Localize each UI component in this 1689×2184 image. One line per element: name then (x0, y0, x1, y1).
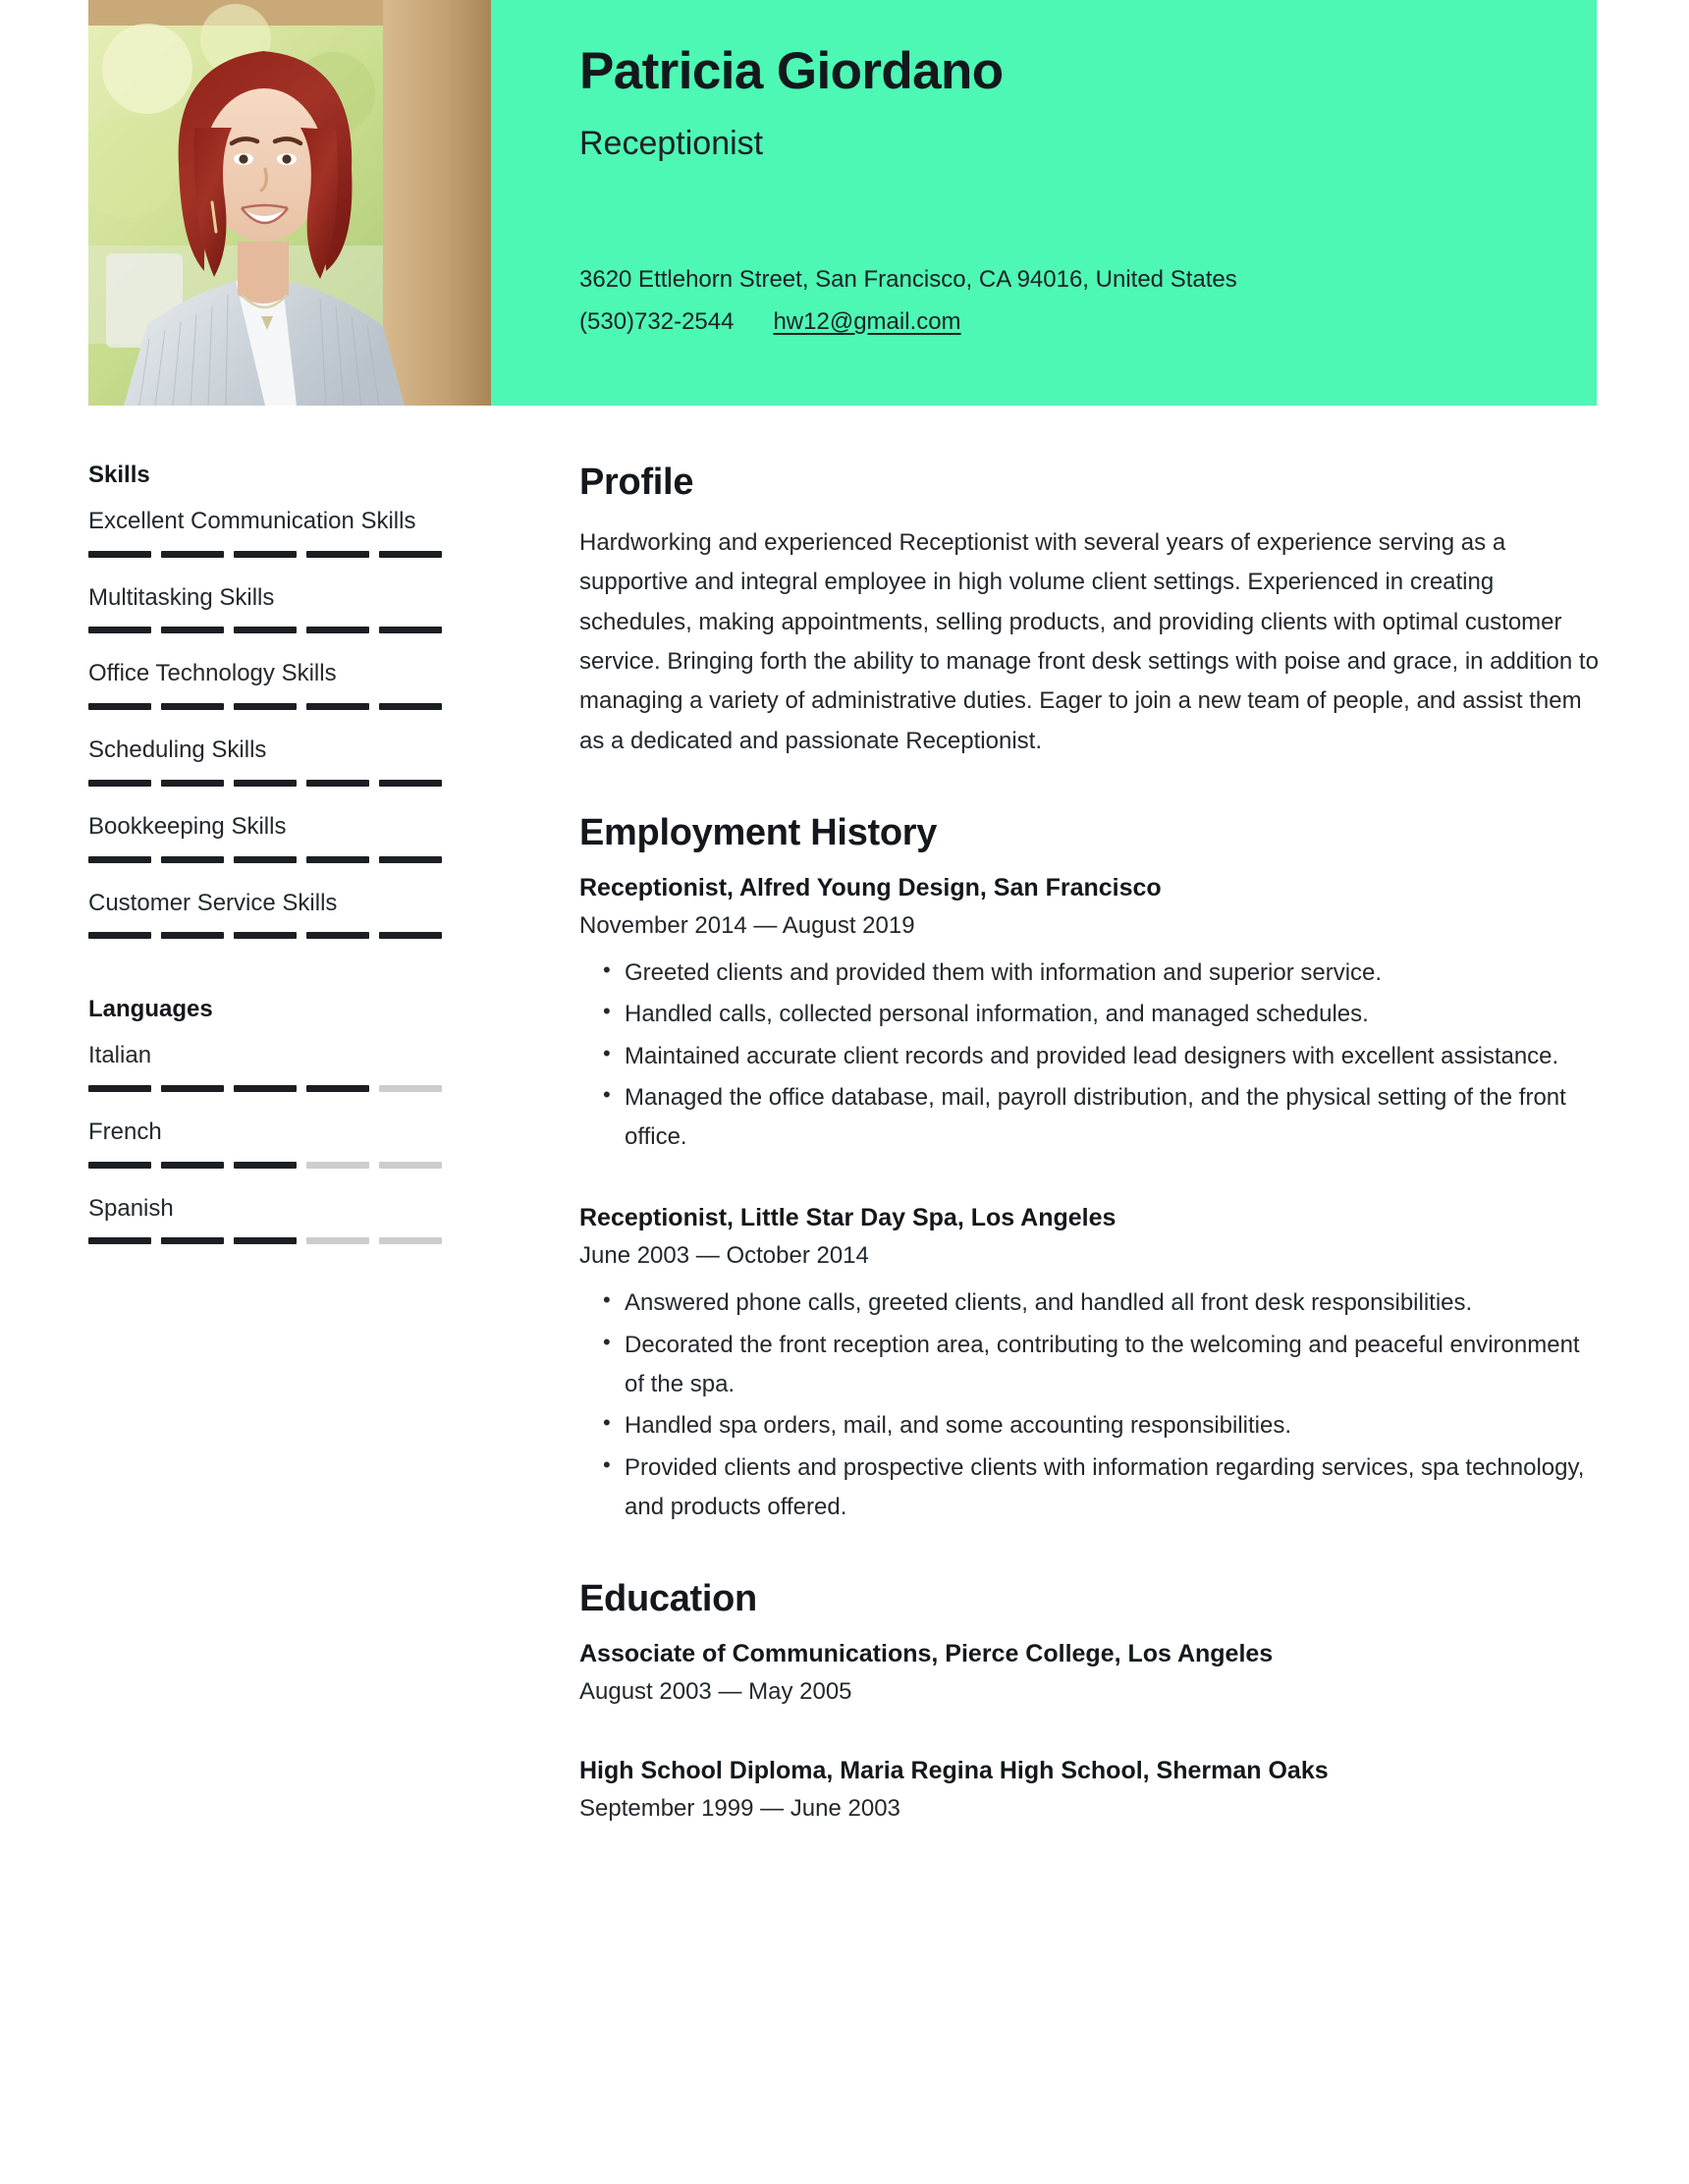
employment-bullet: • Greeted clients and provided them with information and superior service. (579, 954, 1601, 993)
language-level-bar (88, 1237, 442, 1244)
level-segment-filled (161, 856, 224, 863)
level-segment-filled (88, 703, 151, 710)
level-segment-filled (234, 1162, 297, 1169)
skill-level-bar (88, 780, 442, 787)
education-entry-dates: September 1999 — June 2003 (579, 1795, 900, 1823)
language-level-bar (88, 1085, 442, 1092)
skill-item (88, 507, 444, 558)
language-label: French (88, 1119, 162, 1146)
profile-photo (88, 0, 491, 406)
level-segment-filled (306, 551, 369, 558)
sidebar (88, 462, 444, 1270)
level-segment-filled (306, 932, 369, 939)
employment-list (579, 874, 1601, 1527)
level-segment-filled (306, 627, 369, 633)
employment-bullet-list (579, 1283, 1601, 1527)
skill-label: Multitasking Skills (88, 583, 275, 611)
level-segment-filled (234, 627, 297, 633)
employment-bullet: • Provided clients and prospective clients with information regarding services, spa technology, and products offered. (579, 1448, 1601, 1528)
level-segment-filled (88, 1237, 151, 1244)
employment-entry-dates: November 2014 — August 2019 (579, 911, 915, 939)
job-title: Receptionist (579, 125, 764, 162)
level-segment-filled (379, 551, 442, 558)
employment-entry-title: Receptionist, Alfred Young Design, San Francisco (579, 873, 1162, 901)
level-segment-filled (161, 627, 224, 633)
skill-label: Excellent Communication Skills (88, 508, 416, 534)
level-segment-filled (306, 1085, 369, 1092)
employment-bullet: • Handled spa orders, mail, and some accounting responsibilities. (579, 1406, 1601, 1446)
employment-bullet: • Managed the office database, mail, payroll distribution, and the physical setting of the front office. (579, 1078, 1601, 1158)
language-item (88, 1118, 444, 1169)
skill-label: Office Technology Skills (88, 660, 337, 687)
employment-entry (579, 874, 1601, 1158)
contact-row (579, 308, 961, 336)
education-list (579, 1640, 1601, 1823)
level-segment-filled (88, 856, 151, 863)
phone-number[interactable]: (530)732-2544 (579, 308, 735, 335)
education-entry-title: High School Diploma, Maria Regina High School, Sherman Oaks (579, 1757, 1329, 1785)
email-link[interactable]: hw12@gmail.com (773, 308, 961, 335)
page-title: Patricia Giordano (579, 42, 1004, 100)
level-segment-filled (234, 856, 297, 863)
education-entry (579, 1757, 1601, 1823)
language-label: Italian (88, 1042, 152, 1069)
employment-bullet: • Maintained accurate client records and provided lead designers with excellent assistance. (579, 1037, 1601, 1076)
skill-item (88, 583, 444, 634)
level-segment-empty (379, 1085, 442, 1092)
education-entry-title: Associate of Communications, Pierce College, Los Angeles (579, 1640, 1274, 1668)
profile-photo-image (88, 0, 491, 406)
education-entry (579, 1640, 1601, 1706)
level-segment-filled (379, 856, 442, 863)
languages-heading: Languages (88, 996, 213, 1023)
level-segment-filled (379, 627, 442, 633)
skill-level-bar (88, 703, 442, 710)
language-level-bar (88, 1162, 442, 1169)
level-segment-filled (161, 1237, 224, 1244)
employment-bullet: • Answered phone calls, greeted clients, and handled all front desk responsibilities. (579, 1283, 1601, 1323)
main-content (579, 462, 1601, 1830)
level-segment-filled (161, 551, 224, 558)
level-segment-filled (161, 703, 224, 710)
education-entry-dates: August 2003 — May 2005 (579, 1678, 852, 1706)
employment-bullet-list (579, 954, 1601, 1158)
level-segment-empty (306, 1162, 369, 1169)
level-segment-filled (234, 703, 297, 710)
header-text-block (579, 0, 1571, 406)
employment-bullet: • Handled calls, collected personal information, and managed schedules. (579, 995, 1601, 1034)
employment-entry-dates: June 2003 — October 2014 (579, 1242, 869, 1270)
level-segment-filled (161, 780, 224, 787)
level-segment-filled (88, 627, 151, 633)
skill-item (88, 736, 444, 787)
employment-heading: Employment History (579, 811, 938, 853)
resume-header (0, 0, 1597, 406)
level-segment-filled (379, 932, 442, 939)
profile-heading: Profile (579, 462, 694, 503)
language-label: Spanish (88, 1194, 174, 1222)
level-segment-empty (379, 1162, 442, 1169)
level-segment-empty (306, 1237, 369, 1244)
skill-label: Customer Service Skills (88, 889, 338, 916)
level-segment-filled (161, 932, 224, 939)
level-segment-filled (88, 780, 151, 787)
address-line: 3620 Ettlehorn Street, San Francisco, CA 94016, United States (579, 266, 1237, 293)
education-heading: Education (579, 1578, 757, 1620)
level-segment-filled (234, 780, 297, 787)
level-segment-filled (88, 1162, 151, 1169)
skill-item (88, 659, 444, 710)
level-segment-filled (379, 703, 442, 710)
employment-bullet: • Decorated the front reception area, contributing to the welcoming and peaceful environment of the spa. (579, 1326, 1601, 1405)
languages-list (88, 1041, 444, 1244)
profile-text: Hardworking and experienced Receptionist with several years of experience serving as a supportive and integral employee in high volume client settings. Experienced in creating schedules, making appointments, selling products, and providing clients with optimal customer service. Bringing forth the ability to manage front desk settings with poise and grace, in addition to managing a variety of administrative duties. Eager to join a new team of people, and assist them as a dedicated and passionate Receptionist. (579, 529, 1599, 754)
entry-spacer (579, 1714, 1601, 1757)
skill-label: Scheduling Skills (88, 737, 267, 764)
skill-level-bar (88, 551, 442, 558)
language-item (88, 1194, 444, 1245)
level-segment-filled (306, 703, 369, 710)
level-segment-filled (234, 551, 297, 558)
skill-level-bar (88, 856, 442, 863)
level-segment-filled (161, 1085, 224, 1092)
level-segment-filled (234, 1237, 297, 1244)
level-segment-filled (306, 780, 369, 787)
skill-item (88, 889, 444, 940)
employment-entry (579, 1204, 1601, 1527)
entry-spacer (579, 1163, 1601, 1204)
level-segment-filled (88, 932, 151, 939)
skill-level-bar (88, 932, 442, 939)
skill-item (88, 812, 444, 863)
level-segment-filled (234, 1085, 297, 1092)
level-segment-filled (88, 1085, 151, 1092)
level-segment-filled (161, 1162, 224, 1169)
employment-entry-title: Receptionist, Little Star Day Spa, Los Angeles (579, 1204, 1117, 1232)
language-item (88, 1041, 444, 1092)
level-segment-filled (234, 932, 297, 939)
skills-heading: Skills (88, 462, 150, 488)
level-segment-filled (379, 780, 442, 787)
skills-list (88, 507, 444, 939)
level-segment-empty (379, 1237, 442, 1244)
level-segment-filled (88, 551, 151, 558)
skill-level-bar (88, 627, 442, 633)
level-segment-filled (306, 856, 369, 863)
skill-label: Bookkeeping Skills (88, 812, 287, 840)
